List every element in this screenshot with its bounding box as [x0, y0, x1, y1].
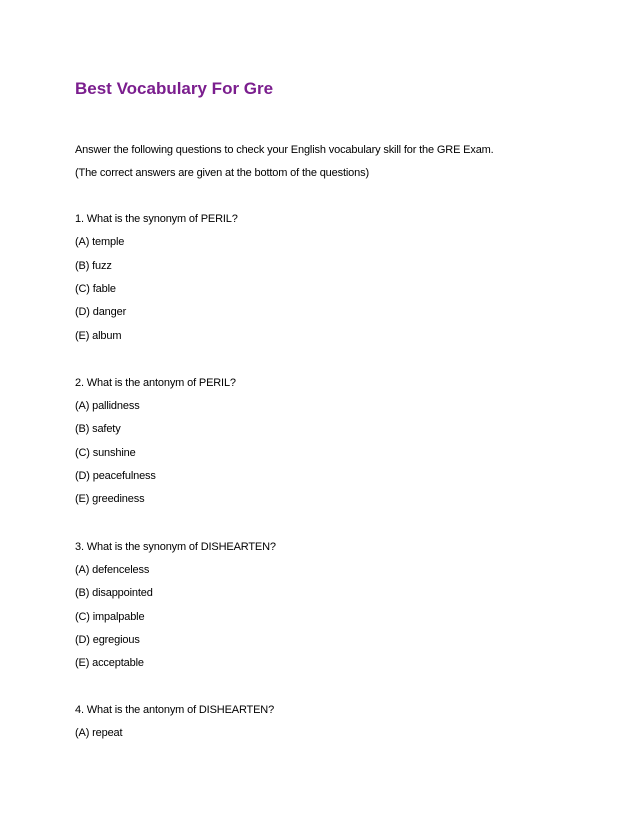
question-4-option-a: (A) repeat — [75, 727, 123, 739]
question-1-option-c: (C) fable — [75, 283, 116, 295]
question-2-option-a: (A) pallidness — [75, 400, 140, 412]
question-1-option-b: (B) fuzz — [75, 260, 112, 272]
question-3-text: 3. What is the synonym of DISHEARTEN? — [75, 541, 276, 553]
question-2-option-c: (C) sunshine — [75, 447, 136, 459]
intro-text: Answer the following questions to check your English vocabulary skill for the GRE Exam. — [75, 144, 494, 156]
page-title: Best Vocabulary For Gre — [75, 79, 274, 98]
question-1-option-a: (A) temple — [75, 236, 125, 248]
question-4-text: 4. What is the antonym of DISHEARTEN? — [75, 704, 275, 716]
question-3-option-e: (E) acceptable — [75, 657, 144, 669]
question-2-option-d: (D) peacefulness — [75, 470, 156, 482]
question-3-option-d: (D) egregious — [75, 634, 140, 646]
question-2-text: 2. What is the antonym of PERIL? — [75, 377, 236, 389]
question-1-option-d: (D) danger — [75, 306, 127, 318]
question-1-option-e: (E) album — [75, 330, 122, 342]
question-3-option-c: (C) impalpable — [75, 611, 145, 623]
question-2-option-b: (B) safety — [75, 423, 121, 435]
question-1-text: 1. What is the synonym of PERIL? — [75, 213, 238, 225]
question-3-option-b: (B) disappointed — [75, 587, 153, 599]
question-3-option-a: (A) defenceless — [75, 564, 150, 576]
answers-note: (The correct answers are given at the bottom of the questions) — [75, 167, 369, 179]
question-2-option-e: (E) greediness — [75, 493, 145, 505]
